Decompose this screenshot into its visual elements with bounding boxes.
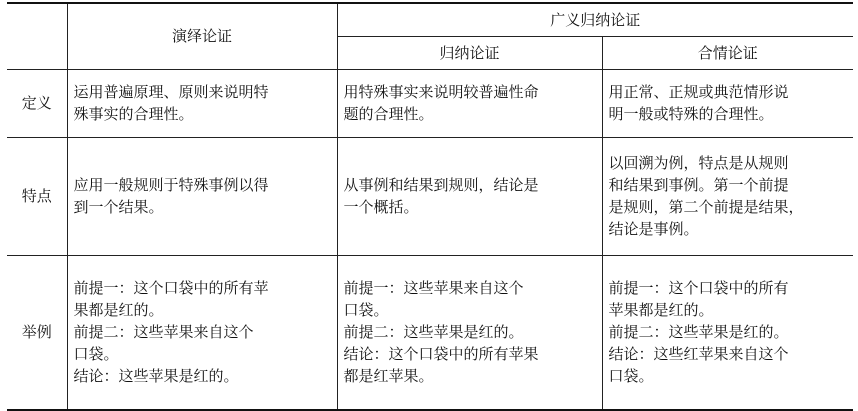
- text-line: 结论是事例。: [608, 220, 699, 238]
- text-line: 以回溯为例，特点是从规则: [608, 154, 789, 172]
- text-line: 结论：这些苹果是红的。: [73, 367, 239, 386]
- text-line: 到一个结果。: [73, 198, 164, 216]
- header-abductive: 合情论证: [602, 36, 853, 69]
- row-definition: [7, 69, 853, 137]
- header-broad-inductive: 广义归纳论证: [337, 3, 853, 36]
- cell-characteristics-inductive: [337, 137, 602, 255]
- text-line: 都是红苹果。: [343, 367, 434, 386]
- text-line: 运用普遍原理、原则来说明特: [73, 83, 269, 101]
- cell-example-inductive: [337, 255, 602, 410]
- text-line: 口袋。: [73, 345, 119, 364]
- row-label-characteristics: 特点: [7, 137, 67, 255]
- text-line: 和结果到事例。第一个前提: [608, 176, 789, 194]
- text-line: 题的合理性。: [343, 105, 434, 123]
- text-line: 用正常、正规或典范情形说: [608, 83, 789, 101]
- text-line: 前提一：这个口袋中的所有苹: [73, 279, 269, 298]
- text-line: 结论：这些红苹果来自这个: [608, 345, 789, 364]
- text-line: 殊事实的合理性。: [73, 105, 194, 123]
- header-corner-cell: [7, 3, 67, 69]
- text-line: 前提二：这些苹果是红的。: [608, 323, 789, 342]
- argument-comparison-table: [7, 2, 853, 411]
- header-deductive: 演绎论证: [67, 3, 337, 69]
- row-label-definition: 定义: [7, 69, 67, 137]
- cell-example-deductive: [67, 255, 337, 410]
- row-example: [7, 255, 853, 410]
- text-line: 前提一：这些苹果来自这个: [343, 279, 524, 298]
- header-inductive: 归纳论证: [337, 36, 602, 69]
- text-line: 一个概括。: [343, 198, 419, 216]
- text-line: 前提二：这些苹果是红的。: [343, 323, 524, 342]
- cell-characteristics-abductive: [602, 137, 853, 255]
- text-line: 从事例和结果到规则，结论是: [343, 176, 539, 194]
- text-line: 是规则，第二个前提是结果，: [608, 198, 804, 216]
- row-label-example: 举例: [7, 255, 67, 410]
- text-line: 用特殊事实来说明较普遍性命: [343, 83, 539, 101]
- cell-definition-deductive: [67, 69, 337, 137]
- row-characteristics: [7, 137, 853, 255]
- cell-definition-inductive: [337, 69, 602, 137]
- text-line: 果都是红的。: [73, 301, 164, 320]
- text-line: 结论：这个口袋中的所有苹果: [343, 345, 539, 364]
- text-line: 明一般或特殊的合理性。: [608, 105, 774, 123]
- text-line: 前提二：这些苹果来自这个: [73, 323, 254, 342]
- text-line: 前提一：这个口袋中的所有: [608, 279, 789, 298]
- header-row-top: [7, 3, 853, 36]
- cell-definition-abductive: [602, 69, 853, 137]
- text-line: 口袋。: [343, 301, 389, 320]
- cell-characteristics-deductive: [67, 137, 337, 255]
- cell-example-abductive: [602, 255, 853, 410]
- text-line: 苹果都是红的。: [608, 301, 714, 320]
- text-line: 口袋。: [608, 367, 654, 386]
- text-line: 应用一般规则于特殊事例以得: [73, 176, 269, 194]
